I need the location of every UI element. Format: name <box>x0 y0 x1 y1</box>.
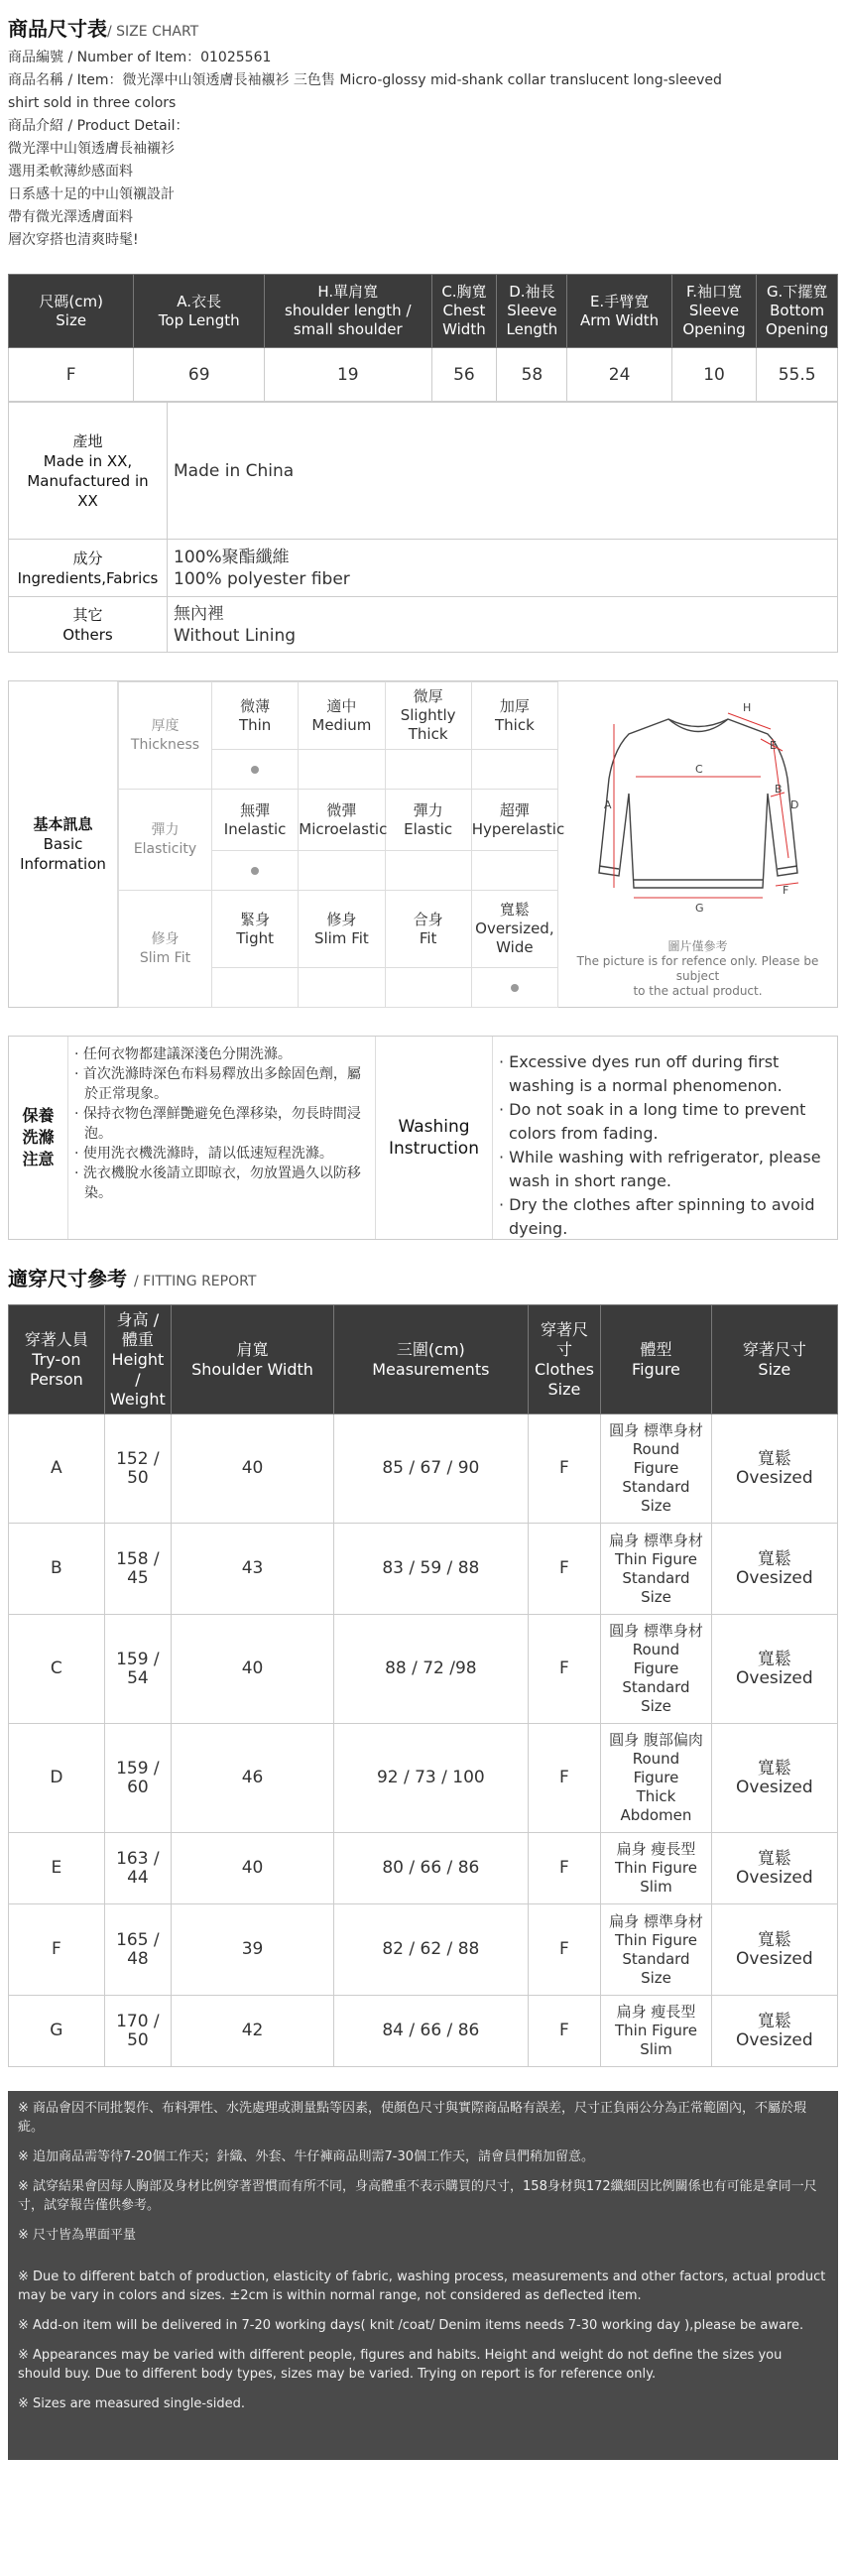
cell-fit-size: 寬鬆 Ovesized <box>711 1833 837 1904</box>
note-zh: ※ 試穿結果會因每人胸部及身材比例穿著習慣而有所不同，身高體重不表示購買的尺寸，158身材與172纖細因比例關係也有可能是拿同一尺寸，試穿報告僅供參考。 <box>18 2179 817 2213</box>
cell-figure: 扁身 標準身材 Thin Figure Standard Size <box>601 1524 711 1615</box>
col-measurements: 三圍(cm) Measurements <box>334 1305 529 1414</box>
svg-text:D: D <box>789 798 798 811</box>
cell-measurements: 88 / 72 /98 <box>334 1615 529 1724</box>
fitting-report-title: 適穿尺寸參考 / FITTING REPORT <box>8 1267 257 1290</box>
garment-diagram <box>558 681 837 1007</box>
elasticity-hyperelastic: 超彈 Hyperelastic <box>471 790 557 851</box>
product-description <box>8 47 838 252</box>
cell-shoulder-width: 43 <box>172 1524 334 1615</box>
cell-clothes-size: F <box>528 1724 601 1833</box>
wash-note: · Excessive dyes run off during first washing is a normal phenomenon. <box>499 1052 783 1095</box>
col-arm-width: E.手臂寬 Arm Width <box>567 275 671 348</box>
wash-note: · While washing with refrigerator, please wash in short range. <box>499 1148 821 1190</box>
diagram-caption: 圖片僅參考 The picture is for refence only. Please be subject to the actual product. <box>576 939 819 998</box>
cell-chest: 56 <box>431 348 497 402</box>
col-person: 穿著人員 Try-on Person <box>9 1305 105 1414</box>
fitting-row <box>9 1414 838 1524</box>
fit-tight: 緊身 Tight <box>212 891 299 968</box>
cell-shoulder-width: 40 <box>172 1414 334 1524</box>
wash-note: · Do not soak in a long time to prevent colors from fading. <box>499 1100 806 1143</box>
fitting-table-header <box>9 1305 838 1414</box>
wash-note: · 使用洗衣機洗滌時，請以低速短程洗滌。 <box>74 1146 333 1162</box>
washing-instruction <box>8 1036 838 1240</box>
fit-oversized: 寬鬆 Oversized, Wide <box>471 891 557 968</box>
elasticity-elastic: 彈力 Elastic <box>385 790 471 851</box>
product-detail-line: 層次穿搭也清爽時髦! <box>8 232 139 248</box>
cell-arm-width: 24 <box>567 348 671 402</box>
selected-dot <box>251 867 259 875</box>
cell-figure: 圓身 標準身材 Round Figure Standard Size <box>601 1615 711 1724</box>
note-zh: ※ 追加商品需等待7-20個工作天；針織、外套、牛仔褲商品則需7-30個工作天，請會員們稍加留意。 <box>18 2149 595 2164</box>
fabric-value: 100%聚酯纖維 100% polyester fiber <box>168 540 838 597</box>
cell-clothes-size: F <box>528 1414 601 1524</box>
cell-fit-size: 寬鬆 Ovesized <box>711 1724 837 1833</box>
fit-dot-cell <box>471 968 557 1008</box>
thickness-thick: 加厚 Thick <box>471 682 557 750</box>
col-fit-size: 穿著尺寸 Size <box>711 1305 837 1414</box>
fit-fit: 合身 Fit <box>385 891 471 968</box>
svg-text:F: F <box>782 884 788 897</box>
note-en: ※ Sizes are measured single-sided. <box>18 2396 246 2411</box>
cell-figure: 圓身 腹部偏肉 Round Figure Thick Abdomen <box>601 1724 711 1833</box>
cell-measurements: 85 / 67 / 90 <box>334 1414 529 1524</box>
item-number: 商品編號 / Number of Item：01025561 <box>8 50 272 65</box>
elasticity-inelastic: 無彈 Inelastic <box>212 790 299 851</box>
fabric-row <box>9 540 838 597</box>
cell-shoulder-width: 46 <box>172 1724 334 1833</box>
cell-fit-size: 寬鬆 Ovesized <box>711 1904 837 1996</box>
cell-figure: 扁身 標準身材 Thin Figure Standard Size <box>601 1904 711 1996</box>
others-label: 其它 Others <box>9 597 168 653</box>
fitting-table <box>8 1304 838 2067</box>
cell-person: F <box>9 1904 105 1996</box>
col-clothes-size: 穿著尺 寸 Clothes Size <box>528 1305 601 1414</box>
fitting-row <box>9 1996 838 2067</box>
svg-text:H: H <box>742 701 751 714</box>
others-row <box>9 597 838 653</box>
cell-person: A <box>9 1414 105 1524</box>
fitting-table-body <box>9 1414 838 2067</box>
cell-person: G <box>9 1996 105 2067</box>
basic-info-heading: 基本訊息 Basic Information <box>9 681 118 1007</box>
size-table-header <box>9 275 838 348</box>
washing-heading-en: Washing Instruction <box>376 1037 493 1239</box>
cell-height-weight: 159 / 54 <box>104 1615 171 1724</box>
col-shoulder: H.單肩寬 shoulder length / small shoulder <box>265 275 432 348</box>
fitting-row <box>9 1615 838 1724</box>
note-en: ※ Due to different batch of production, elasticity of fabric, washing process, measurements and other factors, actual product may be vary in colors and sizes. ±2cm is within normal range, not considered as deflected item. <box>18 2269 826 2303</box>
cell-figure: 圓身 標準身材 Round Figure Standard Size <box>601 1414 711 1524</box>
cell-height-weight: 159 / 60 <box>104 1724 171 1833</box>
notes-panel <box>8 2091 838 2460</box>
cell-person: B <box>9 1524 105 1615</box>
cell-clothes-size: F <box>528 1904 601 1996</box>
cell-clothes-size: F <box>528 1833 601 1904</box>
cell-fit-size: 寬鬆 Ovesized <box>711 1414 837 1524</box>
col-figure: 體型 Figure <box>601 1305 711 1414</box>
size-table-row <box>9 348 838 402</box>
thickness-slightly-thick: 微厚 Slightly Thick <box>385 682 471 750</box>
origin-label: 產地 Made in XX, Manufactured in XX <box>9 403 168 540</box>
svg-text:C: C <box>694 763 703 776</box>
item-name: 商品名稱 / Item：微光澤中山領透膚長袖襯衫 三色售 Micro-glossy mid-shank collar translucent long-sleeved <box>8 72 722 88</box>
col-sleeve-opening: F.袖口寬 Sleeve Opening <box>671 275 757 348</box>
col-top-length: A.衣長 Top Length <box>134 275 265 348</box>
cell-person: E <box>9 1833 105 1904</box>
col-sleeve-length: D.袖長 Sleeve Length <box>497 275 567 348</box>
product-detail-line: 選用柔軟薄紗感面料 <box>8 164 133 180</box>
product-detail-line: 帶有微光澤透膚面料 <box>8 209 133 225</box>
note-zh: ※ 商品會因不同批製作、布料彈性、水洗處理或測量點等因素，使顏色尺寸與實際商品略有誤差，尺寸正負兩公分為正常範圍內，不屬於瑕疵。 <box>18 2101 807 2135</box>
product-header <box>8 0 838 252</box>
cell-shoulder-width: 40 <box>172 1615 334 1724</box>
cell-measurements: 82 / 62 / 88 <box>334 1904 529 1996</box>
product-detail-line: 微光澤中山領透膚長袖襯衫 <box>8 141 175 157</box>
svg-text:A: A <box>603 798 612 811</box>
washing-heading-zh: 保養 洗滌 注意 <box>9 1037 68 1239</box>
cell-measurements: 84 / 66 / 86 <box>334 1996 529 2067</box>
fit-slim: 修身 Slim Fit <box>299 891 385 968</box>
item-name-cont: shirt sold in three colors <box>8 95 177 111</box>
cell-height-weight: 165 / 48 <box>104 1904 171 1996</box>
cell-size: F <box>9 348 134 402</box>
basic-information <box>8 680 838 1008</box>
selected-dot <box>511 984 519 992</box>
cell-measurements: 80 / 66 / 86 <box>334 1833 529 1904</box>
washing-notes-zh <box>68 1037 376 1239</box>
col-chest: C.胸寬 Chest Width <box>431 275 497 348</box>
note-en: ※ Appearances may be varied with different people, figures and habits. Height and weight do not define the sizes you should buy. Due to different body types, sizes may be varied. Trying on report is for reference only. <box>18 2348 783 2382</box>
origin-row <box>9 403 838 540</box>
svg-text:E: E <box>769 739 777 752</box>
selected-dot <box>251 766 259 774</box>
cell-fit-size: 寬鬆 Ovesized <box>711 1996 837 2067</box>
cell-shoulder: 19 <box>265 348 432 402</box>
fitting-row <box>9 1724 838 1833</box>
cell-shoulder-width: 42 <box>172 1996 334 2067</box>
cell-figure: 扁身 瘦長型 Thin Figure Slim <box>601 1833 711 1904</box>
elasticity-dot-cell <box>212 851 299 891</box>
elasticity-label: 彈力 Elasticity <box>119 790 212 891</box>
col-shoulder-width: 肩寬 Shoulder Width <box>172 1305 334 1414</box>
wash-note: · 首次洗滌時深色布料易釋放出多餘固色劑，屬於正常現象。 <box>74 1066 361 1102</box>
col-bottom-opening: G.下擺寬 Bottom Opening <box>757 275 838 348</box>
thickness-medium: 適中 Medium <box>299 682 385 750</box>
fitting-row <box>9 1833 838 1904</box>
fitting-row <box>9 1904 838 1996</box>
size-table <box>8 274 838 402</box>
cell-clothes-size: F <box>528 1996 601 2067</box>
sweater-diagram-icon <box>574 689 822 937</box>
wash-note: · Dry the clothes after spinning to avoid dyeing. <box>499 1195 815 1238</box>
product-detail-line: 日系感十足的中山領襯設計 <box>8 186 175 202</box>
cell-shoulder-width: 40 <box>172 1833 334 1904</box>
svg-text:B: B <box>774 783 783 796</box>
cell-height-weight: 170 / 50 <box>104 1996 171 2067</box>
cell-fit-size: 寬鬆 Ovesized <box>711 1615 837 1724</box>
origin-value: Made in China <box>168 403 838 540</box>
col-size: 尺碼(cm) Size <box>9 275 134 348</box>
fit-label: 修身 Slim Fit <box>119 891 212 1008</box>
cell-fit-size: 寬鬆 Ovesized <box>711 1524 837 1615</box>
note-zh: ※ 尺寸皆為單面平量 <box>18 2228 137 2243</box>
cell-measurements: 83 / 59 / 88 <box>334 1524 529 1615</box>
note-en: ※ Add-on item will be delivered in 7-20 working days( knit /coat/ Denim items needs 7-30 working day ),please be aware. <box>18 2318 804 2333</box>
wash-note: · 保持衣物色澤鮮艷避免色澤移染，勿長時間浸泡。 <box>74 1106 361 1142</box>
svg-text:G: G <box>694 902 704 915</box>
cell-bottom-opening: 55.5 <box>757 348 838 402</box>
cell-sleeve-opening: 10 <box>671 348 757 402</box>
cell-clothes-size: F <box>528 1615 601 1724</box>
cell-clothes-size: F <box>528 1524 601 1615</box>
thickness-label: 厚度 Thickness <box>119 682 212 790</box>
thickness-thin: 微薄 Thin <box>212 682 299 750</box>
info-table <box>8 402 838 653</box>
attribute-grid <box>118 681 565 1007</box>
wash-note: · 任何衣物都建議深淺色分開洗滌。 <box>74 1046 292 1062</box>
others-value: 無內裡 Without Lining <box>168 597 838 653</box>
cell-shoulder-width: 39 <box>172 1904 334 1996</box>
cell-person: D <box>9 1724 105 1833</box>
cell-figure: 扁身 瘦長型 Thin Figure Slim <box>601 1996 711 2067</box>
product-detail-label: 商品介紹 / Product Detail： <box>8 118 189 134</box>
cell-height-weight: 152 / 50 <box>104 1414 171 1524</box>
size-chart-title: 商品尺寸表/ SIZE CHART <box>8 17 199 41</box>
cell-height-weight: 163 / 44 <box>104 1833 171 1904</box>
cell-measurements: 92 / 73 / 100 <box>334 1724 529 1833</box>
washing-notes-en <box>493 1037 837 1239</box>
cell-height-weight: 158 / 45 <box>104 1524 171 1615</box>
elasticity-microelastic: 微彈 Microelastic <box>299 790 385 851</box>
fabric-label: 成分 Ingredients,Fabrics <box>9 540 168 597</box>
cell-sleeve-length: 58 <box>497 348 567 402</box>
cell-top-length: 69 <box>134 348 265 402</box>
cell-person: C <box>9 1615 105 1724</box>
thickness-dot-cell <box>212 750 299 790</box>
fitting-row <box>9 1524 838 1615</box>
wash-note: · 洗衣機脫水後請立即晾衣，勿放置過久以防移染。 <box>74 1165 361 1201</box>
col-height-weight: 身高 / 體重 Height / Weight <box>104 1305 171 1414</box>
